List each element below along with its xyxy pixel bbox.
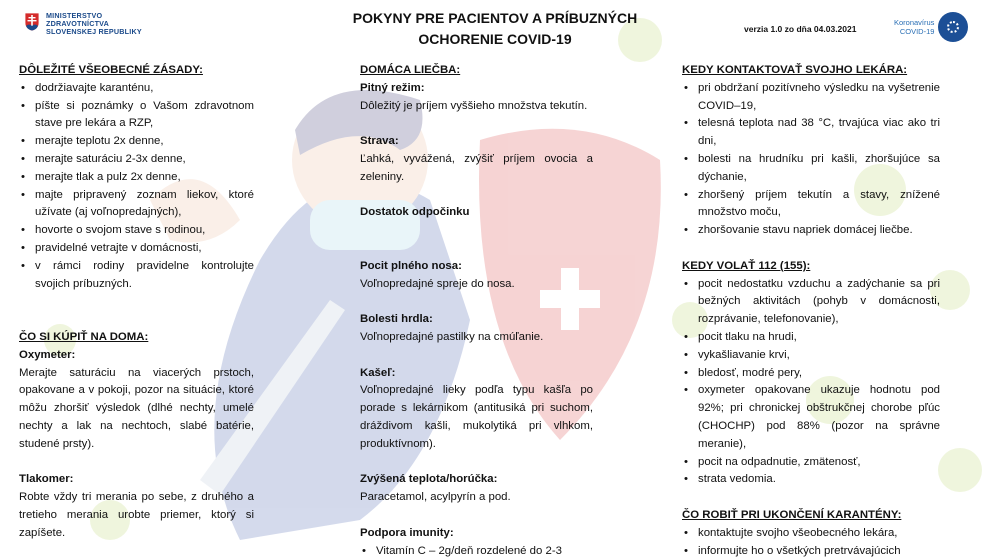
bp-title: Tlakomer: — [19, 473, 74, 486]
list-item: • dodržiavajte karanténu, — [19, 80, 254, 98]
emergency-list — [682, 276, 940, 490]
document-title — [330, 8, 660, 50]
list-item: • zhoršovanie stavu napriek domácej liečbe. — [682, 222, 940, 240]
column-right — [682, 62, 940, 560]
covid-logo-line: COVID-19 — [899, 27, 935, 36]
ministry-line: MINISTERSTVO — [46, 11, 103, 20]
list-item: • kontaktujte svojho všeobecného lekára, — [682, 525, 940, 543]
section-text: Voľnopredajné pastilky na cmúľanie. — [360, 330, 544, 343]
oximeter-title: Oxymeter: — [19, 348, 76, 361]
covid-logo-text — [894, 18, 934, 36]
list-item: • strata vedomia. — [682, 471, 940, 489]
ministry-line: ZDRAVOTNÍCTVA — [46, 19, 110, 28]
column-middle — [360, 62, 593, 560]
list-item: • majte pripravený zoznam liekov, ktoré užívate (aj voľnopredajných), — [19, 187, 254, 223]
list-item: • pri obdržaní pozitívneho výsledku na vyšetrenie COVID–19, — [682, 80, 940, 116]
list-item: • bolesti na hrudníku pri kašli, zhoršujúce sa dýchanie, — [682, 151, 940, 187]
list-item: • pravidelné vetrajte v domácnosti, — [19, 240, 254, 258]
general-list — [19, 80, 254, 294]
doctor-heading: KEDY KONTAKTOVAŤ SVOJHO LEKÁRA: — [682, 64, 908, 76]
list-item: • vykašliavanie krvi, — [682, 347, 940, 365]
list-item: • informujte ho o všetkých pretrvávajúcich — [682, 543, 940, 560]
quarantine-list — [682, 525, 940, 560]
list-item: • zhoršený príjem tekutín a stavy, znížené množstvo moču, — [682, 187, 940, 223]
list-item: • merajte saturáciu 2-3x denne, — [19, 151, 254, 169]
list-item: • merajte tlak a pulz 2x denne, — [19, 169, 254, 187]
section-title: Pitný režim: — [360, 81, 425, 94]
list-item: • bledosť, modré pery, — [682, 365, 940, 383]
doctor-list — [682, 80, 940, 240]
list-item: • píšte si poznámky o Vašom zdravotnom stave pre lekára a RZP, — [19, 98, 254, 134]
title-line: POKYNY PRE PACIENTOV A PRÍBUZNÝCH — [352, 10, 638, 26]
emergency-heading: KEDY VOLAŤ 112 (155): — [682, 259, 811, 272]
list-item: • Vitamín C – 2g/deň rozdelené do 2-3 — [360, 543, 593, 560]
column-left — [19, 62, 254, 543]
ministry-logo — [24, 12, 142, 36]
section-title: Bolesti hrdla: — [360, 313, 433, 326]
section-title: Zvýšená teplota/horúčka: — [360, 473, 498, 486]
slovak-crest-icon — [24, 12, 40, 32]
virus-icon — [938, 12, 968, 42]
list-item: • telesná teplota nad 38 °C, trvajúca viac ako tri dni, — [682, 115, 940, 151]
covid-logo — [894, 12, 968, 42]
section-text: Dôležitý je príjem vyššieho množstva tekutín. — [360, 99, 588, 112]
section-text: Paracetamol, acylpyrín a pod. — [360, 491, 511, 504]
section-text: Voľnopredajné lieky podľa typu kašľa po porade s lekárnikom (antitusiká pri suchom, dráždivom kašli, mukolytiká pri vlhkom, produktívnom). — [360, 384, 593, 450]
list-item: • hovorte o svojom stave s rodinou, — [19, 222, 254, 240]
section-title: Kašeľ: — [360, 366, 396, 379]
list-item: • pocit na odpadnutie, zmätenosť, — [682, 454, 940, 472]
immunity-list — [360, 543, 593, 560]
title-line: OCHORENIE COVID-19 — [418, 31, 572, 47]
list-item: • pocit tlaku na hrudi, — [682, 329, 940, 347]
list-item: • oxymeter opakovane ukazuje hodnotu pod 92%; pri chronickej obštrukčnej chorobe pľúc (CHOCHP) pod 88% (pozor na správne meranie), — [682, 382, 940, 453]
immunity-title: Podpora imunity: — [360, 526, 454, 539]
general-heading: DÔLEŽITÉ VŠEOBECNÉ ZÁSADY: — [19, 64, 203, 76]
list-item: • v rámci rodiny pravidelne kontrolujte svojich príbuzných. — [19, 258, 254, 294]
list-item: • pocit nedostatku vzduchu a zadýchanie sa pri bežných aktivitách (pohyb v domácnosti, rozprávanie, telefonovanie), — [682, 276, 940, 329]
list-item: • merajte teplotu 2x denne, — [19, 133, 254, 151]
oximeter-text: Merajte saturáciu na viacerých prstoch, opakovane a v pokoji, pozor na situácie, ktoré môžu zhoršiť výsledok (dlhé nechty, umelé nechty a lak na nechtoch, slabé batérie, studené prsty). — [19, 366, 254, 450]
section-title: Dostatok odpočinku — [360, 206, 470, 219]
section-text: Voľnopredajné spreje do nosa. — [360, 277, 515, 290]
section-title: Strava: — [360, 135, 399, 148]
home-treatment-heading: DOMÁCA LIEČBA: — [360, 64, 461, 76]
bp-text: Robte vždy tri merania po sebe, z druhého a tretieho merania urobte priemer, ktorý si zapíšete. — [19, 491, 254, 539]
ministry-name — [46, 12, 142, 36]
quarantine-heading: ČO ROBIŤ PRI UKONČENÍ KARANTÉNY: — [682, 508, 902, 521]
version-label: verzia 1.0 zo dňa 04.03.2021 — [744, 24, 857, 34]
buy-heading: ČO SI KÚPIŤ NA DOMA: — [19, 330, 149, 343]
ministry-line: SLOVENSKEJ REPUBLIKY — [46, 27, 142, 36]
section-title: Pocit plného nosa: — [360, 259, 462, 272]
section-text: Ľahká, vyvážená, zvýšiť príjem ovocia a zeleniny. — [360, 152, 593, 183]
covid-logo-line: Koronavírus — [894, 18, 935, 27]
